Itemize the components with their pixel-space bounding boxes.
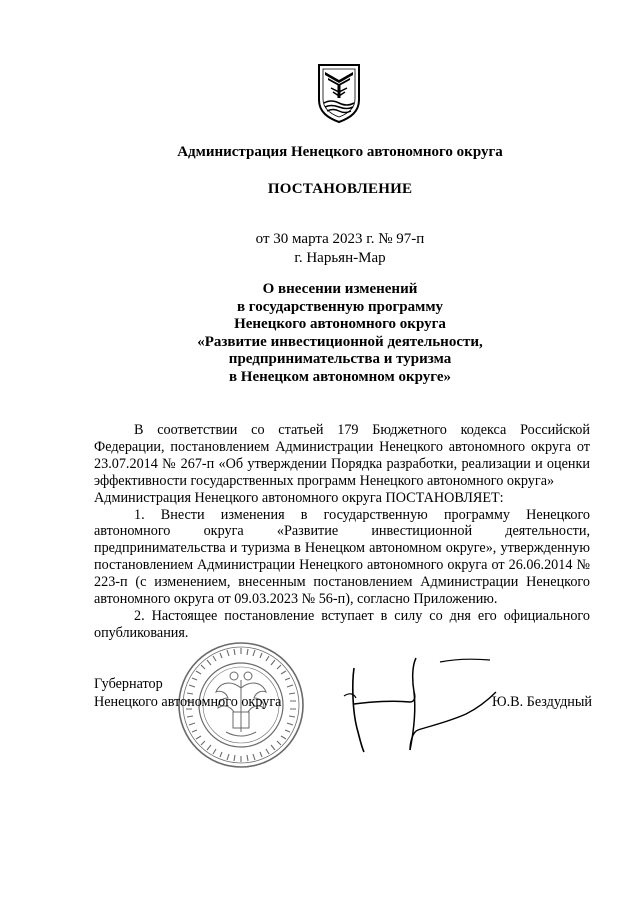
title-line: «Развитие инвестиционной деятельности, [197,333,483,350]
coat-of-arms-icon [316,62,362,124]
organization-name: Администрация Ненецкого автономного округа [177,144,503,160]
title-line: в Ненецком автономном округе» [228,368,452,385]
title-line: в государственную программу [236,298,444,315]
handwritten-signature-icon [340,652,500,757]
date-block [0,230,640,268]
preamble-paragraph: В соответствии со статьей 179 Бюджетного кодекса Российской Федерации, постановлением Администрации Ненецкого автономного округа от 23.07.2014 № 267-п «Об утверждении Порядка разработки, реализации и оценки эффективности государственных программ Ненецкого автономного округа» [94,422,590,489]
title-line: Ненецкого автономного округа [234,316,446,332]
document-body [94,422,590,642]
document-type: ПОСТАНОВЛЕНИЕ [267,181,413,197]
position-line: Губернатор [94,676,163,692]
preamble-tail: Администрация Ненецкого автономного округа ПОСТАНОВЛЯЕТ: [94,489,504,506]
title-line: предпринимательства и туризма [228,351,452,367]
clause-1: 1. Внести изменения в государственную программу Ненецкого автономного округа «Развитие инвестиционной деятельности, предпринимательства и туризма в Ненецком автономном округе», утвержденную постановлением Администрации Ненецкого автономного округа от 26.06.2014 № 223-п (с изменением, внесенным постановлением Администрации Ненецкого автономного округа от 09.03.2023 № 56-п), согласно Приложению. [94,506,590,608]
place: г. Нарьян-Мар [294,250,386,266]
position-line: Ненецкого автономного округа [94,694,282,710]
title-line: О внесении изменений [262,281,418,297]
date-number: от 30 марта 2023 г. № 97-п [255,231,425,247]
signatory-position [94,675,281,711]
clause-2: 2. Настоящее постановление вступает в силу со дня его официального опубликования. [94,607,590,641]
signatory-name: Ю.В. Бездудный [492,694,593,710]
document-title [0,281,640,386]
